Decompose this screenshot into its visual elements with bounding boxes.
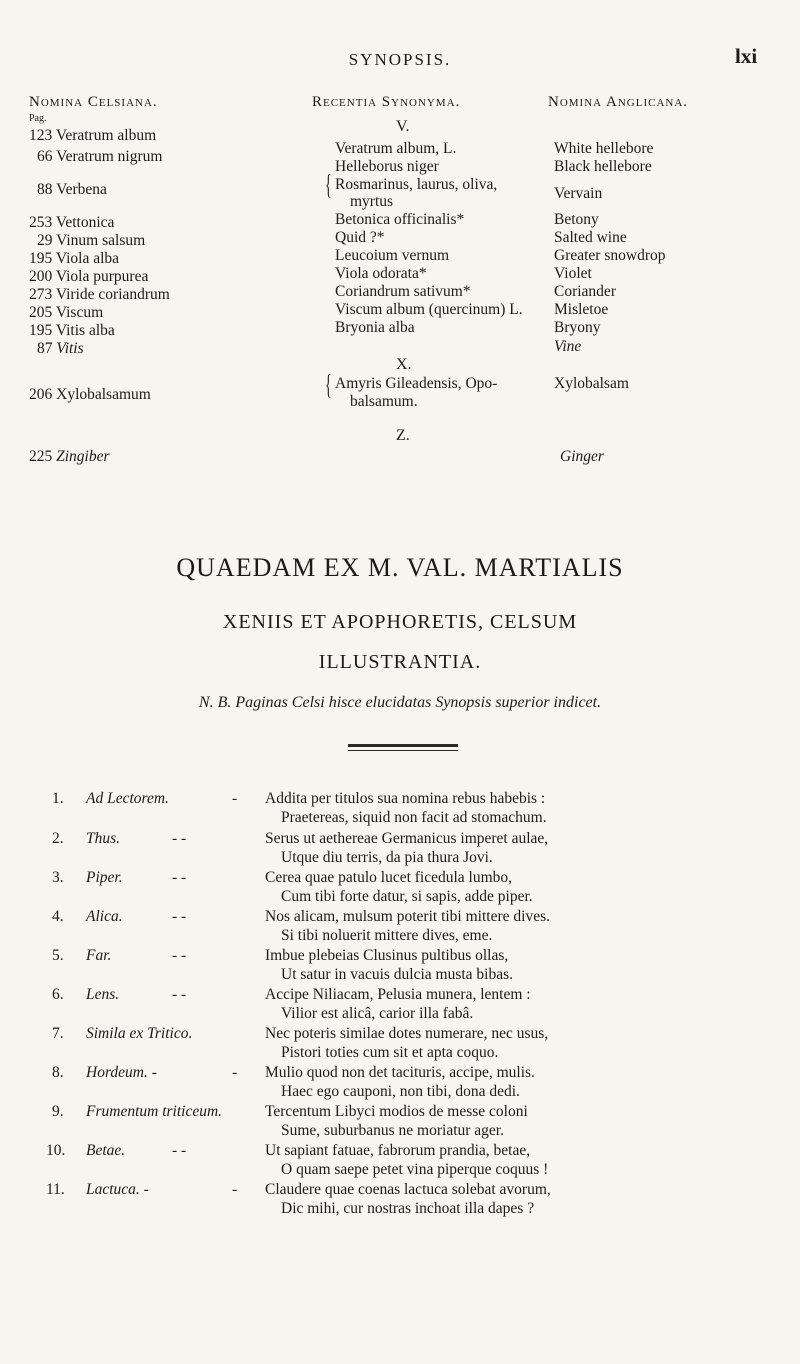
english-name: Greater snowdrop: [554, 247, 666, 264]
section-subtitle: XENIIS ET APOPHORETIS, CELSUM: [222, 611, 578, 633]
brace: {: [325, 370, 332, 401]
editorial-note: N. B. Paginas Celsi hisce elucidatas Synopsis superior indicet.: [198, 694, 602, 711]
english-name: Coriander: [554, 283, 616, 300]
recent-synonym: Amyris Gileadensis, Opo-: [335, 375, 498, 392]
table-row: 29 Vinum salsum: [37, 232, 146, 249]
page-number: lxi: [735, 44, 758, 68]
column-heading-celsiana: Nomina Celsiana.: [29, 94, 158, 110]
english-name: Salted wine: [554, 229, 627, 246]
recent-synonym: Helleborus niger: [335, 158, 439, 175]
english-name: Black hellebore: [554, 158, 652, 175]
recent-synonym: Betonica officinalis*: [335, 211, 465, 228]
english-name: Vine: [554, 338, 582, 355]
recent-synonym: Rosmarinus, laurus, oliva,: [335, 176, 498, 193]
table-row: 206 Xylobalsamum: [29, 386, 151, 403]
table-row: 123 Veratrum album: [29, 127, 157, 144]
table-row: 200 Viola purpurea: [29, 268, 149, 285]
table-row: 253 Vettonica: [29, 214, 115, 231]
section-letter-z: Z.: [396, 427, 410, 444]
recent-synonym: Coriandrum sativum*: [335, 283, 471, 300]
recent-synonym: Quid ?*: [335, 229, 385, 246]
table-row: 195 Viola alba: [29, 250, 120, 267]
recent-synonym-cont: myrtus: [350, 193, 394, 210]
english-name: Bryony: [554, 319, 601, 336]
table-row: 195 Vitis alba: [29, 322, 115, 339]
recent-synonym: Veratrum album, L.: [335, 140, 457, 157]
table-row: 87 Vitis: [37, 340, 84, 357]
english-name: Violet: [554, 265, 592, 282]
recent-synonym: Leucoium vernum: [335, 247, 450, 264]
column-heading-anglicana: Nomina Anglicana.: [548, 94, 689, 110]
english-name: Ginger: [560, 448, 604, 465]
table-row: 88 Verbena: [37, 181, 107, 198]
english-name: Xylobalsam: [554, 375, 629, 392]
divider-rule-thin: [348, 750, 458, 751]
column-heading-recentia: Recentia Synonyma.: [312, 94, 461, 110]
section-letter-x: X.: [396, 356, 412, 373]
section-letter-v: V.: [396, 118, 410, 135]
table-row: 205 Viscum: [29, 304, 104, 321]
table-row: 225 Zingiber: [29, 448, 110, 465]
recent-synonym: Viscum album (quercinum) L.: [335, 301, 523, 318]
english-name: White hellebore: [554, 140, 654, 157]
section-subtitle-cont: ILLUSTRANTIA.: [318, 651, 482, 673]
english-name: Vervain: [554, 185, 603, 202]
divider-rule: [348, 744, 458, 747]
running-head: SYNOPSIS.: [348, 50, 452, 69]
english-name: Betony: [554, 211, 599, 228]
brace: {: [325, 170, 332, 201]
table-row: 273 Viride coriandrum: [29, 286, 170, 303]
english-name: Misletoe: [554, 301, 609, 318]
recent-synonym: Viola odorata*: [335, 265, 427, 282]
recent-synonym: Bryonia alba: [335, 319, 415, 336]
section-title: QUAEDAM EX M. VAL. MARTIALIS: [176, 553, 624, 582]
pag-label: Pag.: [29, 113, 47, 124]
recent-synonym-cont: balsamum.: [350, 393, 418, 410]
table-row: 66 Veratrum nigrum: [37, 148, 163, 165]
